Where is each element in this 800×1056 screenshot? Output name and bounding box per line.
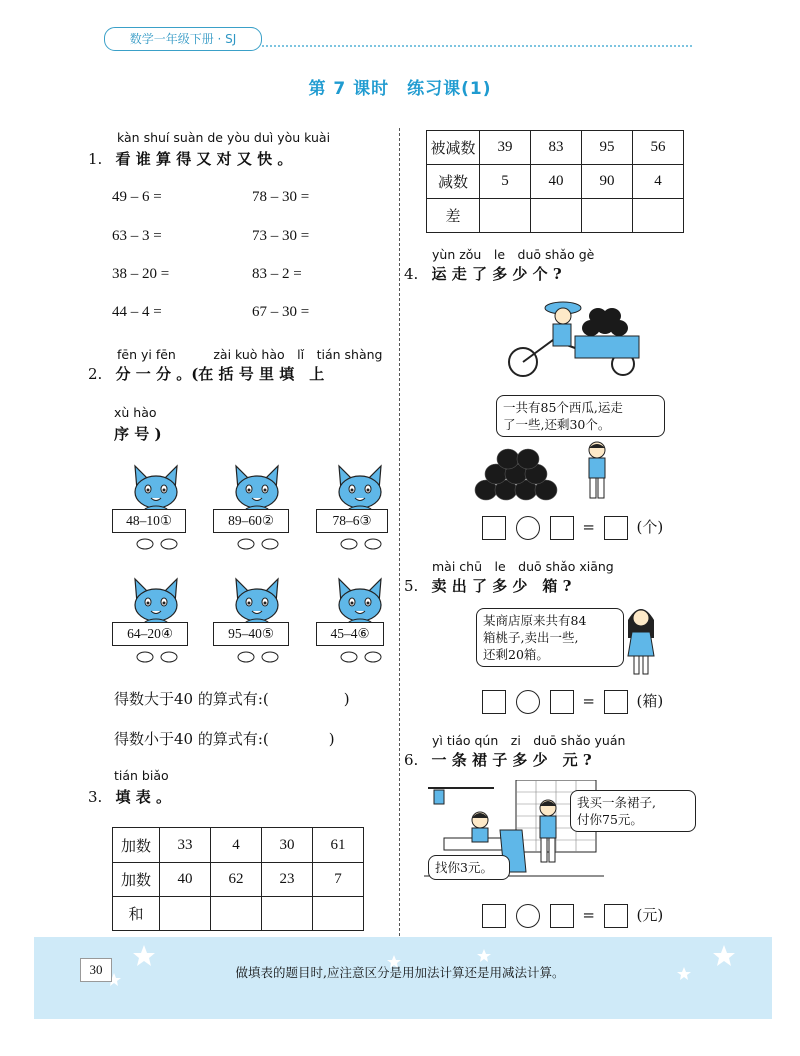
equals-sign: = — [582, 906, 595, 924]
q2-text-2: 序 号 ) — [114, 425, 162, 443]
q4-number: 4. — [404, 265, 419, 283]
cat-icon — [228, 462, 288, 552]
q6-heading — [404, 749, 592, 770]
q1-pinyin: kàn shuí suàn de yòu duì yòu kuài — [117, 130, 331, 145]
speech-bubble — [428, 855, 510, 880]
cat-icon — [127, 462, 187, 552]
table-cell: 30 — [262, 828, 313, 863]
q5-heading — [404, 575, 571, 596]
q2-heading — [88, 363, 324, 384]
cat-card — [316, 575, 419, 665]
answer-box[interactable] — [482, 516, 506, 540]
header-dotted-line — [262, 45, 692, 47]
table-cell: 和 — [113, 897, 160, 931]
footer-tip: 做填表的题目时,应注意区分是用加法计算还是用减法计算。 — [235, 965, 565, 980]
equals-sign: = — [582, 692, 595, 710]
table-cell[interactable] — [160, 897, 211, 931]
table-cell[interactable] — [633, 199, 684, 233]
card-expression: 89–60② — [213, 509, 289, 533]
card-expression: 48–10① — [112, 509, 186, 533]
operator-circle[interactable] — [516, 516, 540, 540]
operator-circle[interactable] — [516, 690, 540, 714]
answer-row — [482, 690, 663, 714]
q1-eq: 67 – 30 = — [252, 304, 310, 320]
table-cell[interactable] — [480, 199, 531, 233]
bubble-line: 还剩20箱。 — [483, 647, 549, 662]
table-cell: 40 — [531, 165, 582, 199]
table-cell: 95 — [582, 131, 633, 165]
page-number: 30 — [80, 958, 112, 982]
answer-row — [482, 516, 663, 540]
table-cell: 62 — [211, 863, 262, 897]
q6-number: 6. — [404, 751, 419, 769]
card-expression: 45–4⑥ — [316, 622, 384, 646]
q2-text: 分 一 分 。(在 括 号 里 填 上 — [115, 365, 325, 383]
bubble-line: 找你3元。 — [435, 860, 493, 875]
q1-text: 看 谁 算 得 又 对 又 快 。 — [115, 150, 293, 168]
cat-icon — [331, 462, 391, 552]
speech-bubble — [570, 790, 696, 832]
bubble-line: 了一些,还剩30个。 — [503, 417, 611, 432]
equals-sign: = — [582, 518, 595, 536]
table-cell: 23 — [262, 863, 313, 897]
bubble-line: 一共有85个西瓜,运走 — [503, 400, 623, 415]
bubble-line: 箱桃子,卖出一些, — [483, 630, 579, 645]
q1-eq: 44 – 4 = — [112, 304, 162, 320]
q5-pinyin: mài chū le duō shǎo xiāng — [432, 559, 614, 574]
cat-card — [112, 462, 212, 552]
table-cell: 61 — [313, 828, 364, 863]
bubble-line: 付你75元。 — [577, 812, 643, 827]
cat-icon — [228, 575, 288, 665]
q1-eq: 63 – 3 = — [112, 228, 162, 244]
q3-pinyin: tián biǎo — [114, 768, 169, 783]
q1-number: 1. — [88, 150, 103, 168]
table-cell: 39 — [480, 131, 531, 165]
cat-card — [213, 462, 313, 552]
boy-illustration — [580, 440, 614, 502]
table-cell[interactable] — [582, 199, 633, 233]
q4-text: 运 走 了 多 少 个 ? — [431, 265, 562, 283]
table-cell: 90 — [582, 165, 633, 199]
q6-pinyin: yì tiáo qún zi duō shǎo yuán — [432, 733, 626, 748]
operator-circle[interactable] — [516, 904, 540, 928]
q1-eq: 49 – 6 = — [112, 189, 162, 205]
q4-pinyin: yùn zǒu le duō shǎo gè — [432, 247, 595, 262]
table-cell: 83 — [531, 131, 582, 165]
q4-heading — [404, 263, 562, 284]
unit-label: (箱) — [636, 692, 664, 710]
table-cell: 减数 — [427, 165, 480, 199]
subtraction-table — [426, 130, 684, 233]
table-cell: 4 — [211, 828, 262, 863]
q5-text: 卖 出 了 多 少 箱 ? — [431, 577, 572, 595]
table-cell[interactable] — [313, 897, 364, 931]
answer-box[interactable] — [550, 690, 574, 714]
answer-box[interactable] — [550, 516, 574, 540]
answer-box[interactable] — [604, 690, 628, 714]
page-title: 第 7 课时 练习课(1) — [308, 79, 492, 99]
q3-heading — [88, 786, 171, 807]
addition-table — [112, 827, 364, 931]
speech-bubble — [476, 608, 624, 667]
table-cell: 加数 — [113, 863, 160, 897]
card-expression: 95–40⑤ — [213, 622, 289, 646]
q6-text: 一 条 裙 子 多 少 元 ? — [431, 751, 592, 769]
q1-eq: 83 – 2 = — [252, 266, 302, 282]
tricycle-illustration — [505, 292, 645, 384]
speech-bubble — [496, 395, 665, 437]
answer-line-less: 得数小于40 的算式有:( ) — [114, 730, 335, 748]
q1-eq: 78 – 30 = — [252, 189, 310, 205]
table-cell[interactable] — [531, 199, 582, 233]
answer-box[interactable] — [482, 690, 506, 714]
table-cell: 5 — [480, 165, 531, 199]
answer-row — [482, 904, 663, 928]
table-cell: 56 — [633, 131, 684, 165]
table-cell: 33 — [160, 828, 211, 863]
cat-icon — [127, 575, 187, 665]
table-cell[interactable] — [262, 897, 313, 931]
table-cell: 40 — [160, 863, 211, 897]
unit-label: (个) — [636, 518, 664, 536]
table-cell: 加数 — [113, 828, 160, 863]
card-expression: 78–6③ — [316, 509, 388, 533]
table-cell: 4 — [633, 165, 684, 199]
girl-illustration — [622, 602, 660, 680]
answer-box[interactable] — [604, 516, 628, 540]
table-cell[interactable] — [211, 897, 262, 931]
bubble-line: 我买一条裙子, — [577, 795, 656, 810]
cat-card — [316, 462, 416, 552]
q5-number: 5. — [404, 577, 419, 595]
q2-number: 2. — [88, 365, 103, 383]
q1-eq: 38 – 20 = — [112, 266, 170, 282]
cat-card — [213, 575, 313, 665]
unit-label: (元) — [636, 906, 664, 924]
answer-box[interactable] — [604, 904, 628, 928]
answer-line-greater: 得数大于40 的算式有:( ) — [114, 690, 350, 708]
cat-card — [112, 575, 212, 665]
book-tag: 数学一年级下册 · SJ — [104, 27, 262, 51]
watermelon-pile — [472, 446, 572, 502]
table-cell: 被减数 — [427, 131, 480, 165]
answer-box[interactable] — [482, 904, 506, 928]
q2-pinyin: fēn yi fēn zài kuò hào lǐ tián shàng — [117, 347, 383, 362]
q1-heading — [88, 148, 292, 169]
cat-icon — [331, 575, 391, 665]
q3-number: 3. — [88, 788, 103, 806]
q1-eq: 73 – 30 = — [252, 228, 310, 244]
table-cell: 7 — [313, 863, 364, 897]
q3-text: 填 表 。 — [115, 788, 171, 806]
table-cell: 差 — [427, 199, 480, 233]
bubble-line: 某商店原来共有84 — [483, 613, 587, 628]
q2-pinyin-2: xù hào — [114, 405, 157, 420]
answer-box[interactable] — [550, 904, 574, 928]
card-expression: 64–20④ — [112, 622, 188, 646]
